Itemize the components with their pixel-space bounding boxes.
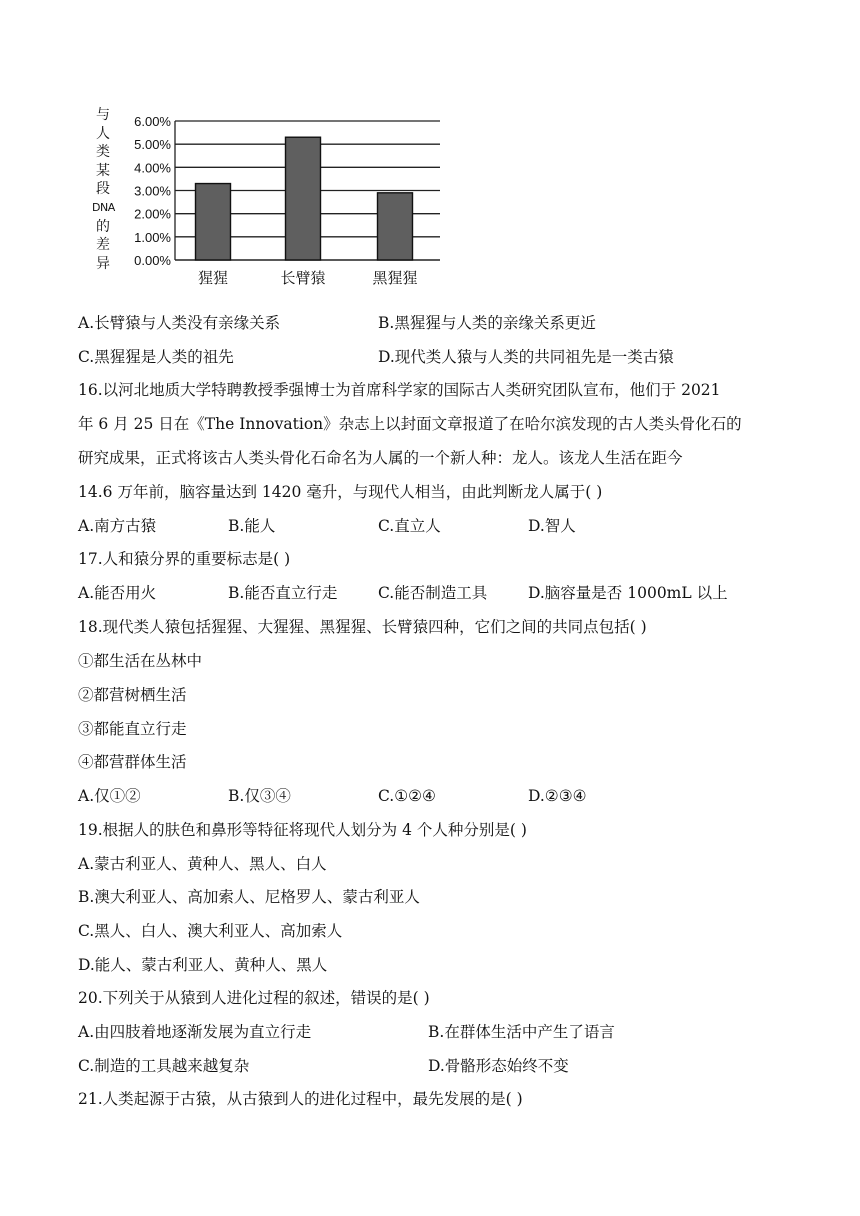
q16-stem-line: 14.6 万年前，脑容量达到 1420 毫升，与现代人相当，由此判断龙人属于( ) xyxy=(78,483,603,501)
q18-option-c[interactable]: C.①②④ xyxy=(378,787,436,805)
q16-option-c[interactable]: C.直立人 xyxy=(378,517,441,535)
y-axis-label-char: 差 xyxy=(96,237,110,254)
q16-stem-line: 16.以河北地质大学特聘教授季强博士为首席科学家的国际古人类研究团队宣布，他们于 2021 xyxy=(78,381,721,399)
q15-option-b[interactable]: B.黑猩猩与人类的亲缘关系更近 xyxy=(378,314,596,332)
y-axis-label-char: 异 xyxy=(96,255,110,272)
y-axis-label-char: 类 xyxy=(96,144,110,161)
y-axis-label-char: 人 xyxy=(96,125,110,142)
y-tick-label: 4.00% xyxy=(134,160,171,176)
dna-difference-chart xyxy=(80,100,460,295)
q20-option-d[interactable]: D.骨骼形态始终不变 xyxy=(428,1057,569,1075)
y-tick-label: 1.00% xyxy=(134,229,171,245)
y-tick-label: 6.00% xyxy=(134,114,171,129)
q17-option-a[interactable]: A.能否用火 xyxy=(78,584,157,602)
q19-option-c[interactable]: C.黑人、白人、澳大利亚人、高加索人 xyxy=(78,922,343,940)
q16-stem-line: 研究成果，正式将该古人类头骨化石命名为人属的一个新人种：龙人。该龙人生活在距今 xyxy=(78,449,683,467)
x-category-label: 长臂猿 xyxy=(280,269,326,287)
y-axis-label-char: 段 xyxy=(96,181,110,198)
q18-option-a[interactable]: A.仅①② xyxy=(78,787,141,805)
y-tick-label: 5.00% xyxy=(134,137,171,153)
q20-option-c[interactable]: C.制造的工具越来越复杂 xyxy=(78,1057,250,1075)
q20-option-b[interactable]: B.在群体生活中产生了语言 xyxy=(428,1023,615,1041)
q19-option-a[interactable]: A.蒙古利亚人、黄种人、黑人、白人 xyxy=(78,855,327,873)
q15-option-c[interactable]: C.黑猩猩是人类的祖先 xyxy=(78,348,234,366)
q16-stem-line: 年 6 月 25 日在《The Innovation》杂志上以封面文章报道了在哈尔滨发现的古人类头骨化石的 xyxy=(78,415,742,433)
q18-statement-1: ①都生活在丛林中 xyxy=(78,652,203,670)
q16-option-a[interactable]: A.南方古猿 xyxy=(78,517,157,535)
y-tick-label: 2.00% xyxy=(134,206,171,222)
q18-statement-2: ②都营树栖生活 xyxy=(78,686,187,704)
q18-statement-3: ③都能直立行走 xyxy=(78,720,187,738)
q15-option-d[interactable]: D.现代类人猿与人类的共同祖先是一类古猿 xyxy=(378,348,674,366)
y-axis-label-char: DNA xyxy=(92,200,115,214)
q17-stem: 17.人和猿分界的重要标志是( ) xyxy=(78,550,291,568)
x-category-label: 猩猩 xyxy=(197,269,229,287)
q18-option-b[interactable]: B.仅③④ xyxy=(228,787,291,805)
q17-option-d[interactable]: D.脑容量是否 1000mL 以上 xyxy=(528,584,728,602)
q18-statement-4: ④都营群体生活 xyxy=(78,753,187,771)
y-axis-label-char: 与 xyxy=(96,107,110,123)
q18-stem: 18.现代类人猿包括猩猩、大猩猩、黑猩猩、长臂猿四种，它们之间的共同点包括( ) xyxy=(78,618,647,636)
q20-option-a[interactable]: A.由四肢着地逐渐发展为直立行走 xyxy=(78,1023,312,1041)
y-axis-label-char: 的 xyxy=(96,218,110,235)
q20-stem: 20.下列关于从猿到人进化过程的叙述，错误的是( ) xyxy=(78,989,430,1007)
chart-plot xyxy=(80,100,460,295)
q21-stem: 21.人类起源于古猿，从古猿到人的进化过程中，最先发展的是( ) xyxy=(78,1090,523,1108)
bar xyxy=(196,184,231,260)
q19-option-d[interactable]: D.能人、蒙古利亚人、黄种人、黑人 xyxy=(78,956,328,974)
x-category-label: 黑猩猩 xyxy=(372,269,418,287)
q15-option-a[interactable]: A.长臂猿与人类没有亲缘关系 xyxy=(78,314,281,332)
q19-option-b[interactable]: B.澳大利亚人、高加索人、尼格罗人、蒙古利亚人 xyxy=(78,888,420,906)
q18-option-d[interactable]: D.②③④ xyxy=(528,787,587,805)
y-axis-label-char: 某 xyxy=(96,162,110,179)
bar xyxy=(286,137,321,260)
q17-option-b[interactable]: B.能否直立行走 xyxy=(228,584,338,602)
q19-stem: 19.根据人的肤色和鼻形等特征将现代人划分为 4 个人种分别是( ) xyxy=(78,821,527,839)
q16-option-d[interactable]: D.智人 xyxy=(528,517,576,535)
q16-option-b[interactable]: B.能人 xyxy=(228,517,276,535)
q17-option-c[interactable]: C.能否制造工具 xyxy=(378,584,488,602)
y-tick-label: 3.00% xyxy=(134,183,171,199)
bar xyxy=(378,193,413,260)
y-tick-label: 0.00% xyxy=(134,253,171,268)
